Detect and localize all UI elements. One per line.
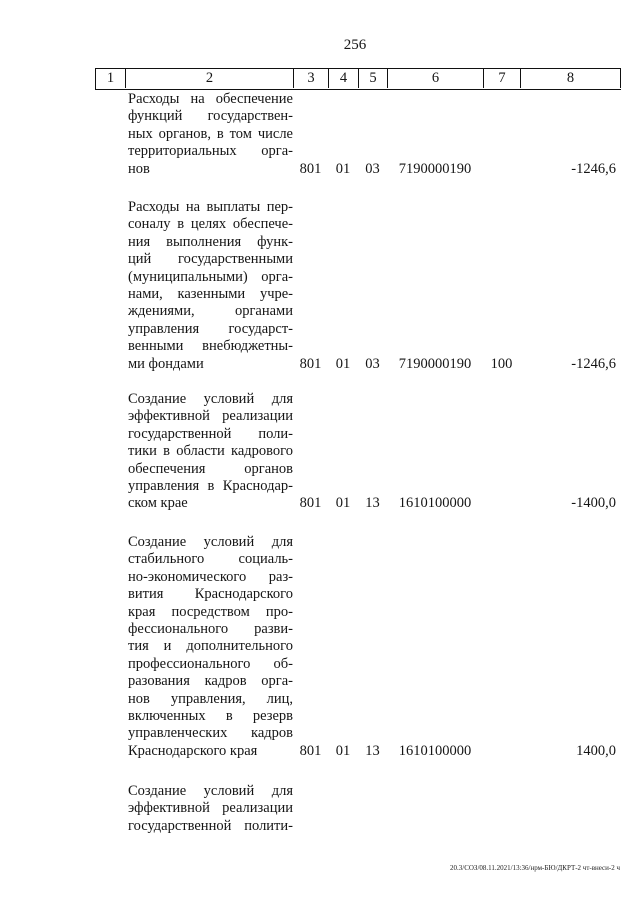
row-description [128,199,293,373]
description-line: ных органов, в том числе [128,125,293,142]
cell-ministry: 801 [299,160,322,177]
cell-ministry: 801 [299,355,322,372]
description-line: тия и дополнительного [128,638,293,655]
description-line: ния выполнения функ- [128,233,293,250]
description-line: Создание условий для [128,391,293,407]
description-line: но-экономического раз- [128,568,293,585]
description-line: нов управления, лиц, [128,690,293,707]
description-line: Краснодарского края [128,742,258,759]
description-line: вития Краснодарского [128,586,293,603]
header-cell-2: 2 [126,69,294,88]
table-row [0,91,640,178]
description-line: венными внебюджетны- [128,338,293,355]
description-line: Создание условий для [128,534,293,550]
description-line: территориальных орга- [128,143,293,160]
description-line: Расходы на выплаты пер- [128,199,293,215]
cell-ministry: 801 [299,495,322,512]
table-row [0,783,640,835]
row-description [128,91,293,178]
description-line: управления в Краснодар- [128,477,293,494]
description-line: управленческих кадров [128,725,293,742]
cell-target-article: 1610100000 [398,495,472,512]
cell-section: 01 [335,742,351,759]
page-number: 256 [343,37,367,53]
description-line: стабильного социаль- [128,551,293,568]
description-line: нов [128,160,150,177]
header-cell-1: 1 [96,69,126,88]
cell-ministry: 801 [299,742,322,759]
description-line: эффективной реализации [128,800,293,817]
cell-amount: -1400,0 [571,495,616,512]
cell-target-article: 7190000190 [398,160,472,177]
cell-section: 01 [335,160,351,177]
description-line: государственной полити- [128,817,293,834]
table-row [0,534,640,760]
header-cell-3: 3 [294,69,329,88]
description-line: соналу в целях обеспече- [128,216,293,233]
cell-amount: -1246,6 [571,160,616,177]
cell-subsection: 03 [365,355,380,372]
description-line: разования кадров орга- [128,673,293,690]
row-description [128,391,293,513]
cell-expense-type: 100 [490,355,513,372]
header-cell-7: 7 [484,69,521,88]
description-line: управления государст- [128,320,293,337]
description-line: эффективной реализации [128,408,293,425]
footer-stamp: 20.3/СОЗ/08.11.2021/13:36/нрм-БЮ/ДКРТ-2 чт-внеси-2 ч [450,864,620,872]
description-line: края посредством про- [128,603,293,620]
description-line: Создание условий для [128,783,293,799]
description-line: ми фондами [128,355,204,372]
description-line: ском крае [128,495,188,512]
cell-amount: -1246,6 [571,355,616,372]
cell-section: 01 [335,495,351,512]
description-line: профессионального об- [128,655,293,672]
description-line: обеспечения органов [128,460,293,477]
description-line: функций государствен- [128,108,293,125]
header-cell-4: 4 [329,69,359,88]
description-line: (муниципальными) орга- [128,268,293,285]
table-row [0,199,640,373]
cell-subsection: 13 [365,742,380,759]
cell-subsection: 13 [365,495,380,512]
header-cell-6: 6 [388,69,484,88]
description-line: Расходы на обеспечение [128,91,293,107]
description-line: тики в области кадрового [128,443,293,460]
description-line: ждениями, органами [128,303,293,320]
table-row [0,391,640,513]
row-description [128,534,293,760]
cell-target-article: 7190000190 [398,355,472,372]
cell-subsection: 03 [365,160,380,177]
cell-amount: 1400,0 [576,742,616,759]
cell-section: 01 [335,355,351,372]
description-line: нами, казенными учре- [128,285,293,302]
header-cell-8: 8 [521,69,621,88]
row-description [128,783,293,835]
description-line: включенных в резерв [128,707,293,724]
header-cell-5: 5 [359,69,388,88]
description-line: фессионального разви- [128,620,293,637]
description-line: ций государственными [128,251,293,268]
description-line: государственной поли- [128,425,293,442]
cell-target-article: 1610100000 [398,742,472,759]
